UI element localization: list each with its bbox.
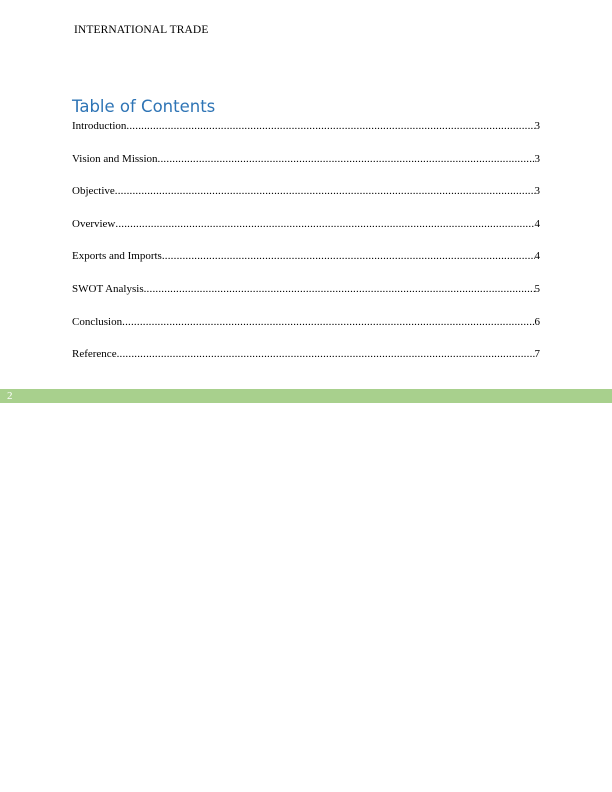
toc-dot-leader <box>117 347 535 361</box>
toc-dot-leader <box>115 217 534 231</box>
toc-entry-title: Introduction <box>72 120 127 132</box>
toc-entry-title: Vision and Mission <box>72 152 158 165</box>
toc-entry-page: 3 <box>534 120 540 132</box>
toc-heading: Table of Contents <box>72 97 216 116</box>
toc-entry-conclusion[interactable] <box>72 315 540 329</box>
page-number: 2 <box>7 390 13 402</box>
toc-entry-objective[interactable] <box>72 184 540 198</box>
toc-dot-leader <box>122 315 534 329</box>
toc-entry-page: 3 <box>534 185 540 198</box>
toc-entry-page: 4 <box>534 217 540 230</box>
toc-entry-page: 3 <box>534 152 540 165</box>
toc-dot-leader <box>144 282 535 296</box>
toc-entry-vision-and-mission[interactable] <box>72 152 540 166</box>
toc-entry-introduction[interactable] <box>72 119 540 133</box>
running-header: INTERNATIONAL TRADE <box>74 24 209 36</box>
toc-entry-exports-and-imports[interactable] <box>72 249 540 263</box>
toc-entry-reference[interactable] <box>72 347 540 361</box>
toc-entry-swot-analysis[interactable] <box>72 282 540 296</box>
table-of-contents <box>72 119 540 380</box>
toc-entry-title: SWOT Analysis <box>72 282 144 295</box>
footer-bar <box>0 389 612 403</box>
toc-entry-title: Exports and Imports <box>72 250 162 263</box>
toc-entry-page: 5 <box>534 282 540 295</box>
toc-entry-title: Conclusion <box>72 315 123 328</box>
toc-entry-page: 7 <box>534 348 540 361</box>
toc-dot-leader <box>158 152 535 166</box>
toc-entry-title: Overview <box>72 217 116 230</box>
toc-entry-page: 6 <box>534 315 540 328</box>
toc-dot-leader <box>115 184 535 198</box>
toc-entry-title: Objective <box>72 185 115 198</box>
toc-dot-leader <box>126 119 534 133</box>
toc-entry-title: Reference <box>72 348 117 361</box>
toc-entry-overview[interactable] <box>72 217 540 231</box>
toc-entry-page: 4 <box>534 250 540 263</box>
toc-dot-leader <box>162 249 535 263</box>
